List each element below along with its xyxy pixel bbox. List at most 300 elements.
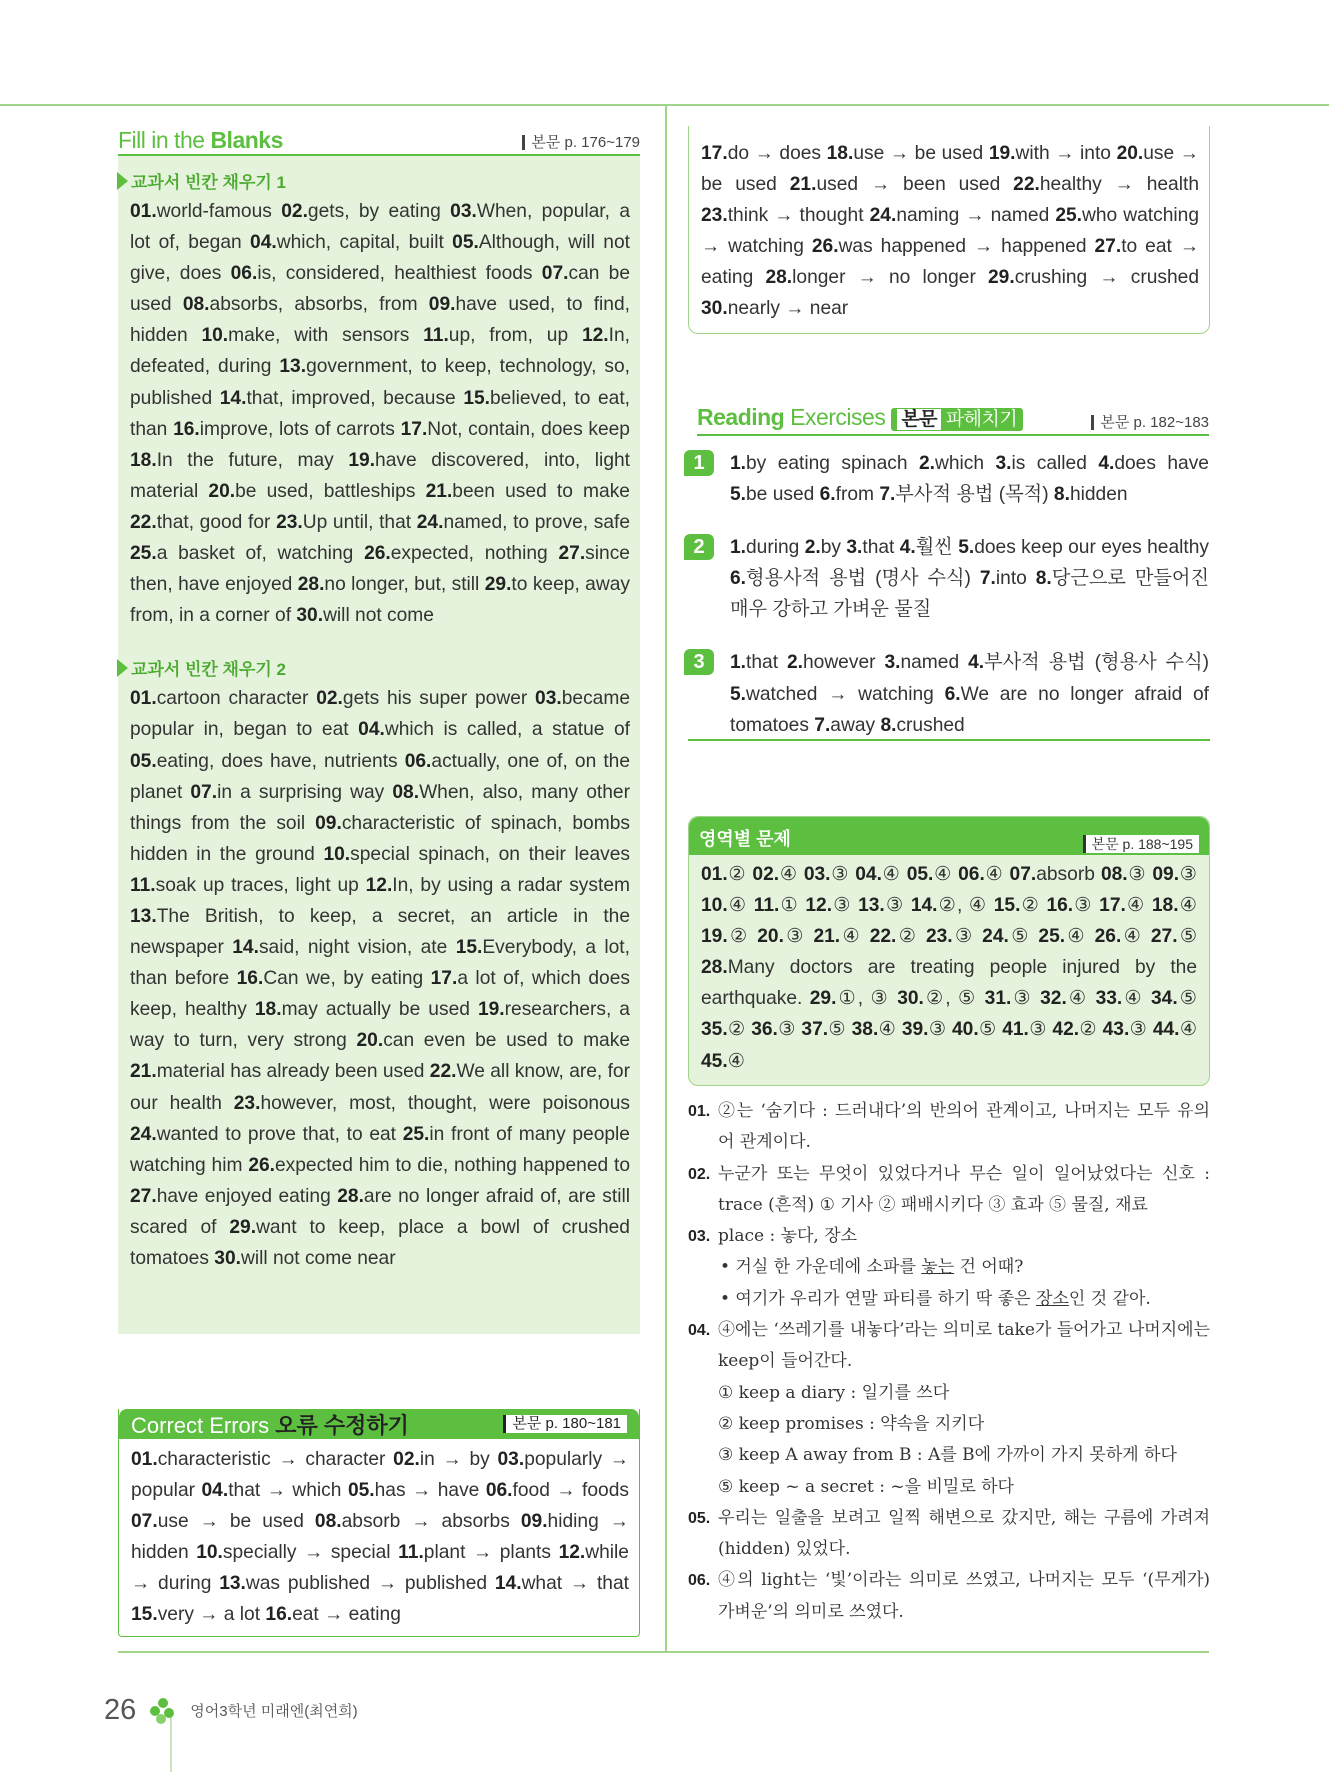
area-answer-number: 01. (701, 864, 728, 885)
correction-item (701, 298, 848, 319)
area-answer-item (985, 988, 1033, 1009)
blank-item-answer: believed, to eat, than (130, 387, 630, 440)
footer (104, 1694, 358, 1727)
blank-item-answer: wanted to prove that, to eat (156, 1123, 396, 1145)
explanation-05: 05. 우리는 일출을 보려고 일찍 해변으로 갔지만, 해는 구름에 가려져 (hidden) 있었다. (688, 1507, 1210, 1560)
blank-item-answer: are no longer afraid of, are still scared of (130, 1185, 630, 1238)
blank-item (130, 201, 272, 222)
reading-answer: 훨씬 (915, 537, 953, 559)
blank-item-answer: Up until, that (302, 511, 412, 533)
blank-item-answer: In, defeated, during (130, 325, 630, 378)
reading-answer-number: 5. (730, 484, 747, 506)
blank-item-answer: Not, contain, does keep (427, 418, 630, 440)
explanation-04-line-3: ③ keep A away from B : A를 B에 가까이 가지 못하게 하다 (718, 1445, 1177, 1466)
blank-item-number: 05. (452, 232, 479, 254)
correction-number: 01. (131, 1449, 158, 1470)
area-answer: ③ (777, 1019, 796, 1041)
correction-text: use → be used (701, 143, 1199, 196)
blank-item-number: 14. (219, 387, 247, 409)
correction-number: 15. (131, 1604, 158, 1626)
blank-item-answer: which, capital, built (276, 232, 444, 254)
blank-item-answer: said, night vision, ate (258, 937, 448, 959)
area-answer-item (1010, 864, 1095, 885)
reading-answer: that (746, 652, 779, 674)
blank-item-answer: which is called, a statue of (384, 719, 630, 741)
area-answer-item (911, 895, 987, 916)
blank-item-number: 13. (130, 905, 157, 927)
blank-item-number: 28. (337, 1185, 364, 1207)
book-title: 영어3학년 미래엔(최연희) (190, 1703, 358, 1720)
correction-number: 29. (988, 267, 1015, 289)
area-answer-number: 36. (751, 1019, 778, 1041)
area-answer-number: 16. (1046, 895, 1074, 917)
blank-item-number: 18. (254, 999, 282, 1021)
blank-item-answer: In, by using a radar system (392, 874, 630, 896)
blank-item-number: 11. (423, 325, 449, 347)
correction-item (701, 143, 821, 164)
correction-number: 08. (314, 1511, 342, 1533)
area-answer-item (1101, 864, 1146, 885)
area-answer-number: 25. (1038, 926, 1066, 948)
area-answer: ⑤ (1177, 988, 1197, 1010)
correction-number: 26. (811, 236, 839, 258)
reading-answer-number: 5. (730, 683, 747, 705)
blank-item-answer: characteristic of spinach, bombs hidden in the ground (130, 812, 630, 865)
area-answer: ③ (952, 926, 975, 948)
area-answer: ③ (928, 1019, 947, 1041)
correction-text: what → that (521, 1573, 629, 1595)
blank-item-answer: have enjoyed eating (156, 1185, 331, 1207)
correct-errors-text-1 (119, 1439, 639, 1631)
reading-answer: by eating spinach (746, 453, 908, 474)
blank-item-number: 26. (248, 1154, 275, 1176)
area-answer-number: 22. (869, 926, 897, 948)
blank-item (130, 875, 359, 896)
area-answer: ④ (933, 864, 953, 885)
area-answer-number: 17. (1099, 895, 1126, 917)
area-answer-item (752, 864, 797, 885)
blank-item-number: 24. (130, 1123, 157, 1145)
blank-item-answer: cartoon character (156, 688, 309, 710)
reading-exercises-title: Reading Exercises 본문 파헤치기 (697, 403, 1023, 434)
area-answer: ④ (1122, 988, 1144, 1010)
area-answer-item (958, 864, 1003, 885)
area-answer: ③ (1127, 864, 1147, 885)
reading-answer: during (746, 537, 800, 559)
area-answer-item (701, 1051, 745, 1072)
area-answer: ⑤ (828, 1019, 846, 1041)
correction-item (989, 143, 1111, 164)
explanation-04-line-1: ① keep a diary : 일기를 쓰다 (718, 1382, 950, 1403)
blank-item-number: 10. (201, 325, 229, 347)
reading-set-answers (697, 647, 1209, 740)
area-problems-box (688, 816, 1210, 1086)
correction-item (495, 1573, 629, 1594)
area-answer: ⑤ (978, 1019, 997, 1041)
explanation-04: 04. ④에는 ‘쓰레기를 내놓다’라는 의미로 take가 들어가고 나머지에는 keep이 들어간다. (688, 1320, 1210, 1372)
blank-item-number: 07. (190, 781, 218, 803)
correction-text: to eat → eating (701, 236, 1200, 289)
area-answer-number: 03. (803, 864, 831, 885)
correction-item (131, 1511, 304, 1532)
blank-item-answer: world-famous (156, 201, 272, 222)
area-answer-number: 13. (858, 895, 885, 917)
reading-set-number: 2 (684, 534, 714, 560)
blank-item (417, 512, 630, 533)
blank-item-number: 08. (392, 781, 420, 803)
blank-item-answer: however, most, thought, were poisonous (260, 1092, 630, 1114)
reading-answer-number: 2. (804, 537, 821, 559)
blank-item-answer: to keep, away from, in a corner of (130, 574, 630, 627)
blank-item-number: 15. (463, 387, 491, 409)
blank-item-number: 15. (455, 937, 483, 959)
reading-answer: 형용사적 용법 (명사 수식) (746, 568, 971, 590)
area-answer: ② (727, 1019, 746, 1041)
blank-item-answer: absorbs, absorbs, from (209, 294, 418, 316)
area-answer-number: 34. (1151, 988, 1178, 1010)
reading-set (693, 647, 1210, 740)
area-answer-item (1038, 926, 1087, 947)
blank-item (316, 688, 527, 709)
area-answer-number: 04. (855, 864, 882, 885)
blank-item-answer: that, good for (156, 511, 271, 533)
blank-item-number: 19. (477, 999, 505, 1021)
area-answer: ③ (832, 895, 852, 917)
blank-item (357, 1030, 631, 1051)
blank-item-answer: a lot of, which does keep, healthy (130, 968, 630, 1021)
reading-answer-number: 6. (944, 683, 961, 705)
blank-item-number: 09. (428, 294, 456, 316)
correction-number: 07. (131, 1511, 158, 1533)
blank-item-answer: up, from, up (448, 325, 569, 347)
blank-item-answer: have discovered, into, light material (130, 449, 630, 502)
blank-item (130, 1186, 331, 1207)
reading-exercise-sets (693, 448, 1210, 741)
correction-number: 27. (1094, 236, 1122, 258)
area-problems-page-ref: 본문 p. 188~195 (1083, 835, 1199, 853)
correction-text: eat → eating (292, 1604, 401, 1626)
blank-item-answer: improve, lots of carrots (199, 418, 395, 440)
blank-item-number: 25. (130, 543, 157, 565)
area-answer-number: 14. (910, 895, 938, 917)
blank-item-answer: that, improved, because (246, 387, 456, 409)
correction-item (202, 1480, 342, 1501)
area-answer-item (897, 988, 977, 1009)
blank-item (190, 782, 384, 803)
blank-item-number: 30. (214, 1248, 241, 1269)
triangle-icon (117, 659, 128, 677)
area-answer-item (701, 895, 747, 916)
reading-answer: 당근으로 만들어진 매우 강하고 가벼운 물질 (730, 568, 1209, 621)
blank-item-answer: will not come (323, 605, 434, 627)
blank-item-number: 09. (315, 812, 342, 834)
correction-item (870, 205, 1050, 226)
area-answer-item (855, 864, 900, 885)
area-answer: ④ (1066, 988, 1089, 1010)
reading-badge: 본문 파헤치기 (891, 408, 1023, 431)
blank-item (358, 719, 630, 740)
area-answer-number: 02. (752, 864, 780, 885)
reading-answer-number: 1. (730, 453, 747, 474)
reading-answer-number: 4. (1098, 453, 1115, 474)
correction-text: do → does (727, 143, 822, 164)
correction-number: 06. (485, 1480, 513, 1502)
blank-item (130, 512, 270, 533)
blank-item (130, 688, 308, 709)
correction-text: characteristic → character (157, 1449, 386, 1470)
reading-exercises-page-ref: 본문 p. 182~183 (1091, 415, 1209, 430)
area-answer-item (907, 864, 952, 885)
area-answer: Many doctors are treating people injured by the earthquake. (701, 957, 1197, 1010)
correct-errors-title: Correct Errors 오류 수정하기 (131, 1412, 409, 1438)
correction-number: 20. (1116, 143, 1144, 164)
area-answer-item (852, 1019, 897, 1040)
area-answer-item (701, 1019, 746, 1040)
blank-item-number: 27. (558, 543, 586, 565)
correction-item (790, 174, 1000, 195)
blank-item-number: 06. (404, 750, 432, 772)
blank-item-answer: special spinach, on their leaves (350, 843, 630, 865)
area-answer-item (804, 864, 849, 885)
blank-item (366, 875, 630, 896)
area-answer-number: 35. (701, 1019, 728, 1041)
reading-answer: is called (1011, 453, 1087, 474)
area-answer-number: 07. (1009, 864, 1037, 885)
blank-item (250, 232, 444, 253)
blank-item-number: 19. (348, 449, 376, 471)
subheading-1: 교과서 빈칸 채우기 1 (130, 168, 630, 193)
blank-item (214, 1248, 395, 1269)
blank-item-answer: a basket of, watching (156, 543, 354, 565)
blank-item-number: 02. (316, 688, 343, 710)
correction-number: 22. (1013, 174, 1040, 196)
correction-number: 30. (701, 298, 728, 320)
blank-item-number: 02. (281, 201, 308, 222)
fill-blanks-title: Fill in the Blanks (118, 127, 283, 153)
reading-exercises-header (697, 406, 1209, 436)
area-answer: ⑤ (1177, 926, 1198, 948)
area-answer-number: 19. (701, 926, 728, 948)
reading-answer: 부사적 용법 (형용사 수식) (984, 652, 1209, 674)
blank-item-answer: researchers, a way to turn, very strong (130, 999, 630, 1052)
area-problems-header (689, 817, 1209, 855)
area-answer-item (801, 1019, 846, 1040)
reading-answer-number: 4. (968, 652, 985, 674)
reading-answer: from (835, 484, 875, 506)
area-answer: ④ (881, 864, 901, 885)
blank-item-answer: may actually be used (281, 999, 470, 1021)
blank-item-answer: Can we, by eating (263, 968, 424, 990)
area-answer: ② (1079, 1019, 1097, 1041)
area-answer: ①, ③ (836, 988, 890, 1010)
blank-item-number: 12. (581, 325, 609, 347)
blank-item-answer: We all know, are, for our health (130, 1061, 630, 1114)
blank-item-number: 07. (541, 263, 569, 285)
area-answer: ④ (779, 864, 798, 885)
blank-item (364, 543, 548, 564)
blank-item (201, 325, 409, 346)
blank-item (130, 1124, 396, 1145)
reading-exercises-rule (688, 739, 1210, 741)
blank-item (130, 751, 398, 772)
area-answer: ② (727, 926, 750, 948)
correction-text: with → into (1015, 143, 1111, 164)
reading-answer: watched → watching (746, 683, 934, 705)
blank-item (232, 937, 447, 958)
area-answer: ④ (1178, 895, 1197, 917)
correction-number: 25. (1055, 205, 1083, 227)
area-answer-item (1153, 1019, 1197, 1040)
area-answer-number: 10. (701, 895, 728, 917)
explanations (688, 1096, 1210, 1628)
blank-item-answer: expected him to die, nothing happened to (275, 1154, 630, 1176)
blank-item-number: 17. (400, 418, 428, 440)
blank-item-answer: make, with sensors (228, 325, 410, 347)
area-answer-number: 18. (1151, 895, 1179, 917)
area-answer: ③ (1179, 864, 1197, 885)
area-answer-number: 38. (851, 1019, 879, 1041)
blank-item-answer: expected, nothing (390, 543, 548, 565)
correction-item (315, 1511, 510, 1532)
area-answer-item (701, 864, 746, 885)
blank-item (296, 605, 434, 626)
area-answer-item (1152, 895, 1197, 916)
correction-text: popularly → popular (131, 1449, 629, 1502)
correction-text: crushing → crushed (1014, 267, 1199, 289)
area-answer-item (1040, 988, 1088, 1009)
blank-item-answer: When, also, many other things from the soil (130, 781, 630, 834)
explanation-04-line-4: ⑤ keep ~ a secret : ~을 비밀로 하다 (718, 1476, 1014, 1497)
explanation-03-sentence-2: • 여기가 우리가 연말 파티를 하기 딱 좋은 장소인 것 같아. (720, 1288, 1151, 1309)
blank-item (183, 294, 418, 315)
correction-item (131, 1449, 385, 1470)
correction-number: 28. (765, 267, 793, 289)
blank-item-answer: will not come near (240, 1248, 396, 1269)
blank-item-answer: government, to keep, technology, so, published (130, 356, 630, 409)
blank-item-answer: became popular in, began to eat (130, 688, 630, 741)
area-answer-item (902, 1019, 947, 1040)
reading-answer-number: 5. (958, 537, 975, 559)
reading-answer-number: 2. (786, 652, 803, 674)
correction-text: has → have (374, 1480, 480, 1502)
blank-item (220, 388, 456, 409)
blank-item-number: 03. (535, 688, 562, 710)
blank-item-answer: Everybody, a lot, than before (130, 937, 630, 990)
blank-item-number: 23. (233, 1092, 261, 1114)
blank-item-number: 20. (356, 1030, 384, 1052)
reading-answer: hidden (1069, 484, 1128, 506)
area-problems-answers (697, 859, 1201, 1077)
blank-item-answer: can be used (130, 263, 630, 316)
correction-item (1013, 174, 1199, 195)
correction-item (827, 143, 984, 164)
area-answer-item (1099, 895, 1145, 916)
blank-item-number: 21. (130, 1061, 157, 1083)
blank-item-number: 24. (416, 511, 444, 533)
correction-text: healthy → health (1039, 174, 1199, 196)
blank-item-answer: can even be used to make (383, 1030, 630, 1052)
blank-item-number: 22. (429, 1061, 457, 1083)
correction-number: 11. (398, 1542, 424, 1564)
correction-number: 16. (265, 1604, 293, 1626)
area-answer-number: 05. (906, 864, 934, 885)
blank-item-answer: is, considered, healthiest foods (257, 263, 533, 285)
reading-answer: crushed (896, 714, 965, 736)
area-answer-number: 33. (1095, 988, 1123, 1010)
correction-item (988, 267, 1199, 288)
area-problems-title: 영역별 문제 (699, 829, 791, 849)
area-answer-item (1095, 926, 1144, 947)
area-answer: ④ (1125, 895, 1146, 917)
area-answer-item (982, 926, 1031, 947)
correction-item (219, 1573, 487, 1594)
correction-number: 14. (494, 1573, 522, 1595)
correct-errors-section (118, 1409, 640, 1637)
reading-answer-number: 7. (979, 568, 996, 590)
correction-text: that → which (228, 1480, 342, 1502)
area-answer-number: 24. (982, 926, 1009, 948)
reading-answer-number: 7. (879, 484, 896, 506)
area-answer-number: 44. (1152, 1019, 1180, 1041)
correction-text: use → be used (157, 1511, 304, 1533)
blank-item-answer: since then, have enjoyed (130, 543, 630, 596)
blank-item-number: 01. (130, 688, 157, 710)
correction-number: 04. (201, 1480, 229, 1502)
area-answer: ③ (1073, 895, 1093, 917)
area-answer-number: 09. (1152, 864, 1180, 885)
area-answer-item (1046, 895, 1092, 916)
correction-item (393, 1449, 490, 1470)
blank-item-answer: When, popular, a lot of, began (130, 201, 630, 254)
area-answer-number: 31. (984, 988, 1012, 1010)
blank-item (426, 481, 630, 502)
area-answer-number: 45. (701, 1050, 728, 1072)
area-answer: ② (896, 926, 919, 948)
reading-answer: 부사적 용법 (목적) (895, 484, 1049, 506)
blank-item (234, 1093, 630, 1114)
reading-answer-number: 8. (880, 714, 897, 736)
correction-number: 12. (558, 1542, 586, 1564)
blank-item (237, 968, 424, 989)
area-answer-item (810, 988, 890, 1009)
correction-item (812, 236, 1087, 257)
area-answer: ③ (884, 895, 905, 917)
blank-item (248, 1155, 630, 1176)
correction-number: 09. (520, 1511, 548, 1533)
area-answer: ④ (878, 1019, 897, 1041)
area-answer-number: 32. (1040, 988, 1067, 1010)
area-answer-number: 15. (993, 895, 1021, 917)
blank-item (208, 481, 415, 502)
area-answer-number: 30. (897, 988, 924, 1010)
blank-item-number: 25. (402, 1123, 430, 1145)
area-answer-number: 23. (925, 926, 953, 948)
correction-number: 13. (219, 1573, 246, 1595)
reading-answer: does keep our eyes healthy (974, 537, 1209, 559)
explanation-02: 02. 누군가 또는 무엇이 있었다거나 무슨 일이 일어났었다는 신호 : trace (흔적) ① 기사 ② 패배시키다 ③ 효과 ⑤ 물질, 재료 (688, 1163, 1210, 1215)
clover-icon (150, 1698, 176, 1724)
area-answer-number: 27. (1150, 926, 1178, 948)
area-answer-item (1052, 1019, 1097, 1040)
blank-item (401, 419, 630, 440)
reading-set-answers (697, 448, 1209, 510)
area-answer: ⑤ (1008, 926, 1031, 948)
subheading-2: 교과서 빈칸 채우기 2 (130, 655, 630, 680)
blank-item-number: 27. (130, 1185, 157, 1207)
area-answer-number: 08. (1100, 864, 1128, 885)
correction-number: 03. (497, 1449, 525, 1470)
area-answer: ③ (830, 864, 850, 885)
